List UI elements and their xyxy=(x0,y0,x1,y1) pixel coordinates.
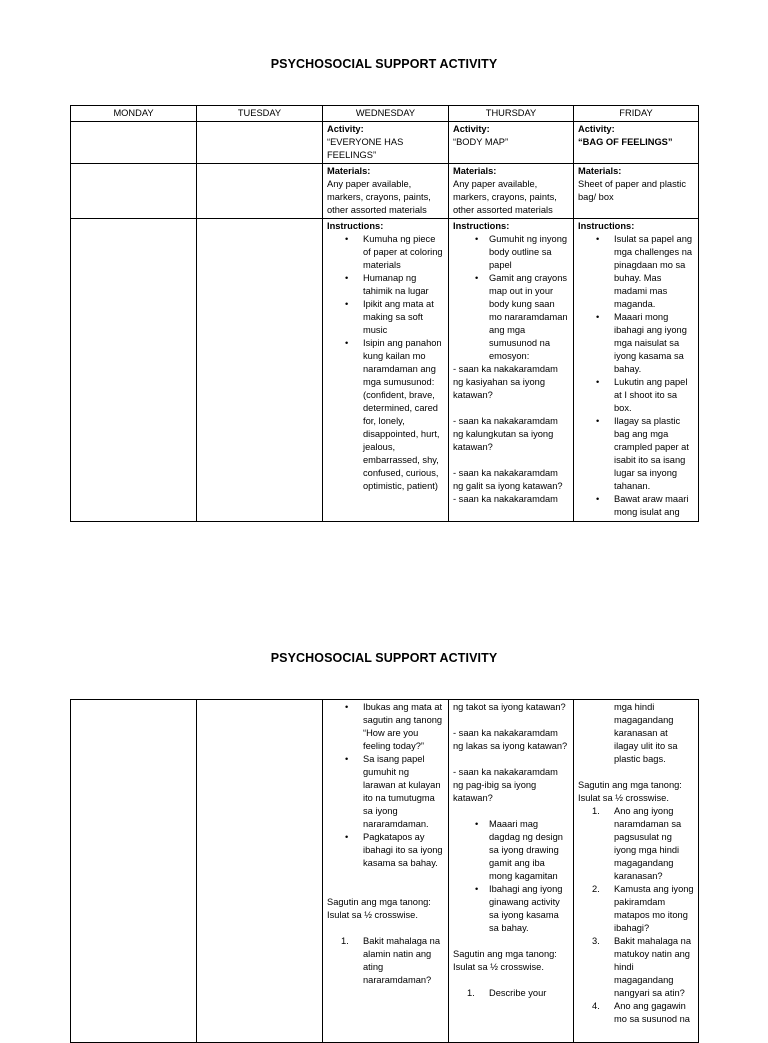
list-text: Ano ang iyong naramdaman sa pagsusulat ng iyong mga hindi magagandang karanasan? xyxy=(614,806,682,881)
tuesday-cell xyxy=(197,122,323,164)
list-item: • Bawat araw maari mong isulat ang xyxy=(578,493,694,519)
question-text: ng takot sa iyong katawan? xyxy=(453,702,566,712)
list-item xyxy=(453,987,569,1000)
instruction-list xyxy=(453,818,569,935)
list-item: • Pagkatapos ay ibahagi ito sa iyong kasama sa bahay. xyxy=(327,831,444,870)
monday-cell xyxy=(71,219,197,522)
monday-cell xyxy=(71,700,197,1043)
list-item: • Ilagay sa plastic bag ang mga crampled paper at isabit ito sa isang lugar sa inyong tahanan. xyxy=(578,415,694,493)
schedule-table xyxy=(70,105,699,522)
list-item xyxy=(578,805,694,883)
list-item: • Isulat sa papel ang mga challenges na pinagdaan mo sa buhay. Mas madami mas maganda. xyxy=(578,233,694,311)
list-number: 1. xyxy=(341,936,349,946)
list-text: Describe your xyxy=(489,988,547,998)
instructions-label: Instructions: xyxy=(327,221,384,231)
day-header-tuesday: TUESDAY xyxy=(197,106,323,122)
list-item: • Lukutin ang papel at I shoot ito sa box. xyxy=(578,376,694,415)
friday-instructions xyxy=(574,219,699,522)
list-number: 4. xyxy=(592,1001,600,1011)
list-item: • Ipikit ang mata at making sa soft music xyxy=(327,298,444,337)
monday-cell xyxy=(71,164,197,219)
page-title: PSYCHOSOCIAL SUPPORT ACTIVITY xyxy=(270,651,498,665)
question-list xyxy=(578,805,694,1026)
wednesday-activity xyxy=(323,122,449,164)
header-row xyxy=(71,106,699,122)
list-item: • Kumuha ng piece of paper at coloring materials xyxy=(327,233,444,272)
list-item xyxy=(578,1000,694,1026)
schedule-table-continued xyxy=(70,699,699,1043)
materials-label: Materials: xyxy=(578,166,622,176)
materials-text: Any paper available, markers, crayons, paints, other assorted materials xyxy=(453,179,557,215)
list-item: • Gumuhit ng inyong body outline sa papel xyxy=(453,233,569,272)
thursday-continued xyxy=(449,700,574,1043)
thursday-instructions xyxy=(449,219,574,522)
question-list xyxy=(453,987,569,1000)
thursday-materials xyxy=(449,164,574,219)
list-text: Kamusta ang iyong pakiramdam matapos mo itong ibahagi? xyxy=(614,884,694,933)
thursday-activity xyxy=(449,122,574,164)
friday-activity xyxy=(574,122,699,164)
list-number: 3. xyxy=(592,936,600,946)
answer-intro: Sagutin ang mga tanong: Isulat sa ½ crosswise. xyxy=(327,897,431,920)
instruction-list xyxy=(453,233,569,363)
question-text: - saan ka nakakaramdam ng kasiyahan sa iyong katawan? xyxy=(453,364,558,400)
list-item xyxy=(327,935,444,987)
instructions-label: Instructions: xyxy=(453,221,510,231)
continued-row xyxy=(71,700,699,1043)
wednesday-continued xyxy=(323,700,449,1043)
list-item: • Sa isang papel gumuhit ng larawan at kulayan ito na tumutugma sa iyong nararamdaman. xyxy=(327,753,444,831)
wednesday-instructions xyxy=(323,219,449,522)
materials-label: Materials: xyxy=(327,166,371,176)
day-header-wednesday: WEDNESDAY xyxy=(323,106,449,122)
wednesday-materials xyxy=(323,164,449,219)
friday-continued xyxy=(574,700,699,1043)
question-text: - saan ka nakakaramdam ng pag-ibig sa iyong katawan? xyxy=(453,767,558,803)
list-item: • Maaari mong ibahagi ang iyong mga naisulat sa iyong kasama sa bahay. xyxy=(578,311,694,376)
activity-label: Activity: xyxy=(327,124,364,134)
instructions-row xyxy=(71,219,699,522)
list-text: Ano ang gagawin mo sa susunod na xyxy=(614,1001,690,1024)
answer-intro: Sagutin ang mga tanong: Isulat sa ½ crosswise. xyxy=(578,780,682,803)
tuesday-cell xyxy=(197,164,323,219)
page-title: PSYCHOSOCIAL SUPPORT ACTIVITY xyxy=(270,57,498,71)
list-item: • Gamit ang crayons map out in your body kung saan mo nararamdaman ang mga sumusunod na emosyon: xyxy=(453,272,569,363)
list-number: 2. xyxy=(592,884,600,894)
friday-materials xyxy=(574,164,699,219)
list-text: Bakit mahalaga na matukoy natin ang hindi magagandang nangyari sa atin? xyxy=(614,936,692,998)
day-header-friday: FRIDAY xyxy=(574,106,699,122)
list-item xyxy=(578,883,694,935)
materials-label: Materials: xyxy=(453,166,497,176)
activity-label: Activity: xyxy=(453,124,490,134)
question-list xyxy=(327,935,444,987)
activity-row xyxy=(71,122,699,164)
list-item: • Isipin ang panahon kung kailan mo naramdaman ang mga sumusunod: (confident, brave, determined, cared for, lonely, disappointed, hurt, jealous, embarrassed, shy, confused, curious, optimistic, patient) xyxy=(327,337,444,493)
list-number: 1. xyxy=(592,806,600,816)
question-text: - saan ka nakakaramdam ng kalungkutan sa iyong katawan? xyxy=(453,416,558,452)
activity-name: “BODY MAP” xyxy=(453,137,509,147)
question-text: - saan ka nakakaramdam xyxy=(453,494,558,504)
list-item xyxy=(578,935,694,1000)
list-text: Bakit mahalaga na alamin natin ang ating nararamdaman? xyxy=(363,936,441,985)
instruction-list xyxy=(327,701,444,870)
instruction-list xyxy=(327,233,444,493)
list-item: • Maaari mag dagdag ng design sa iyong drawing gamit ang iba mong kagamitan xyxy=(453,818,569,883)
question-text: - saan ka nakakaramdam ng lakas sa iyong katawan? xyxy=(453,728,568,751)
materials-text: Any paper available, markers, crayons, paints, other assorted materials xyxy=(327,179,431,215)
activity-label: Activity: xyxy=(578,124,615,134)
list-item: • Humanap ng tahimik na lugar xyxy=(327,272,444,298)
day-header-monday: MONDAY xyxy=(71,106,197,122)
instructions-label: Instructions: xyxy=(578,221,635,231)
activity-name: “BAG OF FEELINGS” xyxy=(578,137,673,147)
materials-row xyxy=(71,164,699,219)
day-header-thursday: THURSDAY xyxy=(449,106,574,122)
tuesday-cell xyxy=(197,219,323,522)
list-item: • Ibahagi ang iyong ginawang activity sa iyong kasama sa bahay. xyxy=(453,883,569,935)
activity-name: “EVERYONE HAS FEELINGS” xyxy=(327,137,404,160)
monday-cell xyxy=(71,122,197,164)
answer-intro: Sagutin ang mga tanong: Isulat sa ½ crosswise. xyxy=(453,949,557,972)
list-number: 1. xyxy=(467,988,475,998)
instruction-list xyxy=(578,233,694,519)
continued-text: mga hindi magagandang karanasan at ilagay ulit ito sa plastic bags. xyxy=(614,702,678,764)
list-item: • Ibukas ang mata at sagutin ang tanong “How are you feeling today?” xyxy=(327,701,444,753)
question-text: - saan ka nakakaramdam ng galit sa iyong katawan? xyxy=(453,468,563,491)
materials-text: Sheet of paper and plastic bag/ box xyxy=(578,179,687,202)
tuesday-cell xyxy=(197,700,323,1043)
